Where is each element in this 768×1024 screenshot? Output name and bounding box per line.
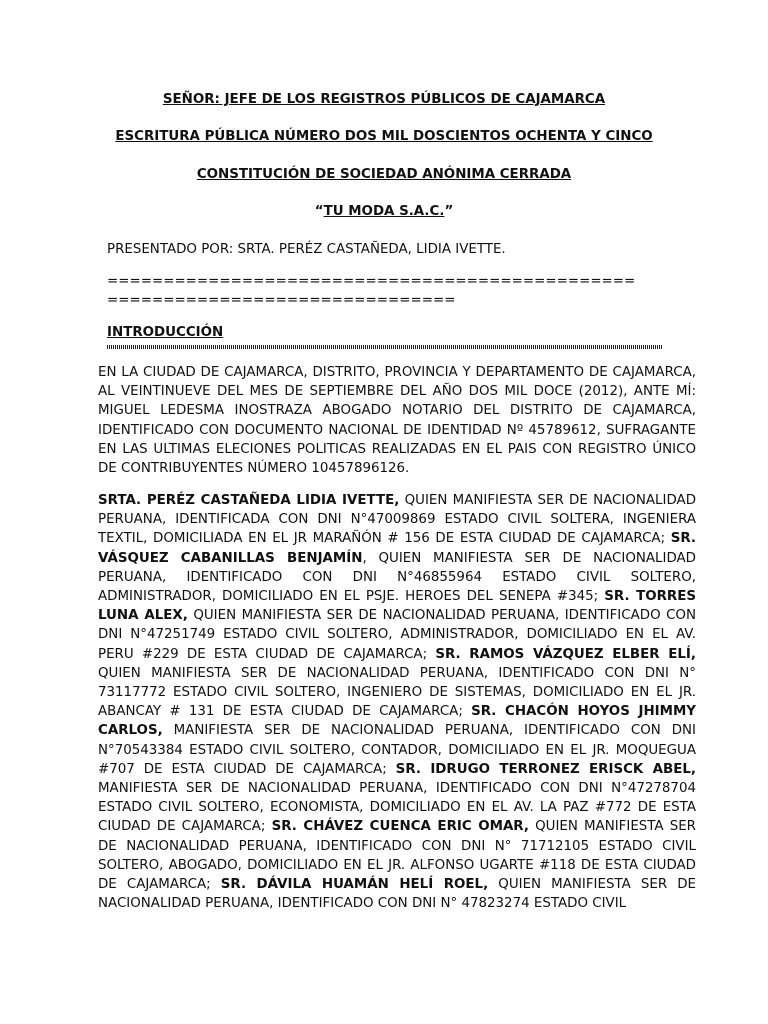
member-details: MANIFIESTA SER DE NACIONALIDAD PERUANA, IDENTIFICADO CON DNI N°70543384 ESTADO CIVIL SOLTERO, CONTADOR, DOMICILIADO EN EL JR. MOQUEGUA #707 DE ESTA CIUDAD DE CAJAMARCA; xyxy=(98,723,696,777)
member-name: SR. RAMOS VÁZQUEZ ELBER ELÍ, xyxy=(435,646,696,662)
section-title: INTRODUCCIÓN xyxy=(107,325,224,340)
recipient-heading: SEÑOR: JEFE DE LOS REGISTROS PÚBLICOS DE CAJAMARCA xyxy=(162,92,606,107)
member-name: SR. VÁSQUEZ CABANILLAS BENJAMÍN xyxy=(98,531,696,566)
member-details: , QUIEN MANIFIESTA SER DE NACIONALIDAD PERUANA, IDENTIFICADO CON DNI N°46855964 ESTADO CIVIL SOLTERO, ADMINISTRADOR, DOMICILIADO EN EL PSJE. HEROES DEL SENEPA #345; xyxy=(98,550,696,605)
open-quote: “ xyxy=(314,204,324,219)
member-name: SRTA. PERÉZ CASTAÑEDA LIDIA IVETTE, xyxy=(98,493,400,508)
member-details: MANIFIESTA SER DE NACIONALIDAD PERUANA, IDENTIFICADO CON DNI N°47278704 ESTADO CIVIL SOLTERO, ECONOMISTA, DOMICILIADO EN EL AV. LA PAZ #772 DE ESTA CIUDAD DE CAJAMARCA; xyxy=(98,781,696,835)
member-name: SR. TORRES LUNA ALEX, xyxy=(98,589,696,624)
member-details: QUIEN MANIFIESTA SER DE NACIONALIDAD PERUANA, IDENTIFICADO CON DNI N° 71712105 ESTADO CIVIL SOLTERO, ABOGADO, DOMICILIADO EN EL JR. ALFONSO UGARTE #118 DE ESTA CIUDAD DE CAJAMARCA; xyxy=(98,819,696,893)
intro-paragraph: EN LA CIUDAD DE CAJAMARCA, DISTRITO, PROVINCIA Y DEPARTAMENTO DE CAJAMARCA, AL VEINTINUEVE DEL MES DE SEPTIEMBRE DEL AÑO DOS MIL DOCE (2012), ANTE MÍ: MIGUEL LEDESMA INOSTRAZA ABOGADO NOTARIO DEL DISTRITO DE CAJAMARCA, IDENTIFICADO CON DOCUMENTO NACIONAL DE IDENTIDAD Nº 45789612, SUFRAGANTE EN LAS ULTIMAS ELECIONES POLITICAS REALIZADAS EN EL PAIS CON REGISTRO ÚNICO DE CONTRIBUYENTES NÚMERO 10457896126. xyxy=(98,365,696,477)
member-name: SR. IDRUGO TERRONEZ ERISCK ABEL, xyxy=(395,761,696,777)
member-name: SR. DÁVILA HUAMÁN HELÍ ROEL, xyxy=(220,877,489,893)
company-name-heading xyxy=(0,203,768,221)
dotted-rule xyxy=(107,345,662,349)
member-details: QUIEN MANIFIESTA SER DE NACIONALIDAD PERUANA, IDENTIFICADO CON DNI N° 47823274 ESTADO CIVIL xyxy=(98,877,696,912)
company-name: TU MODA S.A.C. xyxy=(323,204,445,219)
constitution-heading: CONSTITUCIÓN DE SOCIEDAD ANÓNIMA CERRADA xyxy=(196,167,572,182)
member-name: SR. CHÁVEZ CUENCA ERIC OMAR, xyxy=(271,819,529,835)
members-paragraph xyxy=(98,491,696,913)
member-details: QUIEN MANIFIESTA SER DE NACIONALIDAD PERUANA, IDENTIFICADA CON DNI N°47009869 ESTADO CIVIL SOLTERA, INGENIERA TEXTIL, DOMICILIADA EN EL JR MARAÑÓN # 156 DE ESTA CIUDAD DE CAJAMARCA; xyxy=(98,493,697,547)
member-details: QUIEN MANIFIESTA SER DE NACIONALIDAD PERUANA, IDENTIFICADO CON DNI N°47251749 ESTADO CIVIL SOLTERO, ADMINISTRADOR, DOMICILIADO EN EL AV. PERU #229 DE ESTA CIUDAD DE CAJAMARCA; xyxy=(98,608,696,662)
member-name: SR. CHACÓN HOYOS JHIMMY CARLOS, xyxy=(98,704,696,739)
presented-by-line: PRESENTADO POR: SRTA. PERÉZ CASTAÑEDA, LIDIA IVETTE. xyxy=(107,242,506,257)
separator-line: =============================== xyxy=(107,293,456,308)
deed-number-heading: ESCRITURA PÚBLICA NÚMERO DOS MIL DOSCIENTOS OCHENTA Y CINCO xyxy=(115,129,653,144)
member-details: QUIEN MANIFIESTA SER DE NACIONALIDAD PERUANA, IDENTIFICADO CON DNI N° 73117772 ESTADO CIVIL SOLTERO, INGENIERO DE SISTEMAS, DOMICILIADO EN EL JR. ABANCAY # 131 DE ESTA CIUDAD DE CAJAMARCA; xyxy=(98,665,696,720)
separator-line: =============================================== xyxy=(107,274,636,289)
close-quote: ” xyxy=(444,204,454,219)
